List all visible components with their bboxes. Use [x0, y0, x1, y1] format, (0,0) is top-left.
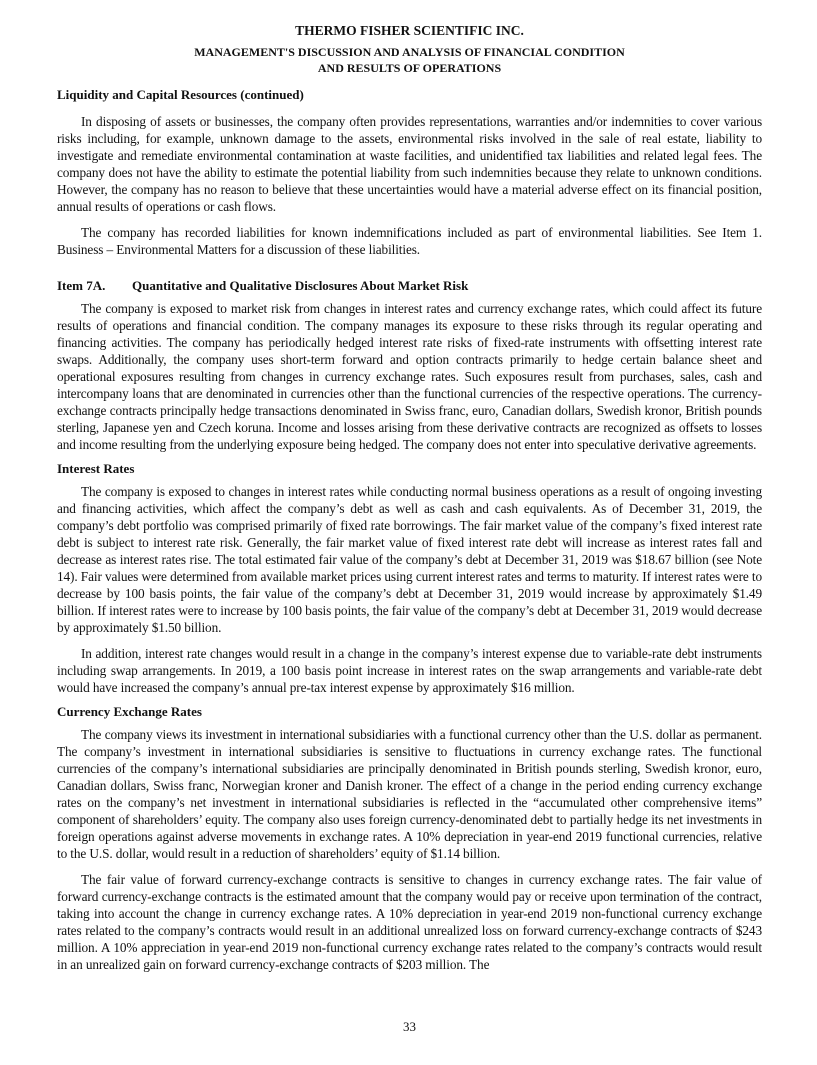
report-subtitle — [57, 44, 762, 76]
market-risk-paragraph: The company is exposed to market risk from changes in interest rates and currency exchange rates, which could affect its future results of operations and financial condition. The company manages its exposure to these risks through its regular operating and financing activities. The company has periodically hedged interest rate risks of fixed-rate instruments with offsetting interest rate swaps. Additionally, the company uses short-term forward and option contracts primarily to hedge certain balance sheet and operational exposures resulting from changes in currency exchange rates. Such exposures result from purchases, sales, cash and intercompany loans that are denominated in currencies other than the functional currencies of the respective operations. The currency-exchange contracts principally hedge transactions denominated in Swiss franc, euro, Canadian dollars, Swedish kronor, British pounds sterling, Japanese yen and Czech koruna. Income and losses arising from these derivative contracts are recognized as offsets to losses and income resulting from the underlying exposure being hedged. The company does not enter into speculative derivative agreements. — [57, 301, 762, 452]
currency-heading: Currency Exchange Rates — [57, 704, 202, 719]
currency-paragraph-1: The company views its investment in international subsidiaries with a functional currency other than the U.S. dollar as permanent. The company’s investment in international subsidiaries is sensitive to fluctuations in currency exchange rates. The functional currencies of the company’s international subsidiaries are principally denominated in British pounds sterling, Swedish kronor, euro, Canadian dollars, Swiss franc, Norwegian kroner and Danish kroner. The effect of a change in the period ending currency exchange rates on the company’s net investment in international subsidiaries is reflected in the “accumulated other comprehensive items” component of shareholders’ equity. The company also uses foreign currency-denominated debt to partially hedge its net investments in foreign operations against adverse movements in exchange rates. A 10% depreciation in year-end 2019 functional currencies, relative to the U.S. dollar, would result in a reduction of shareholders’ equity of $1.14 billion. — [57, 727, 762, 861]
currency-paragraph-2: The fair value of forward currency-exchange contracts is sensitive to changes in currency exchange rates. The fair value of forward currency-exchange contracts is the estimated amount that the company would pay or receive upon termination of the contract, taking into account the change in currency exchange rates. A 10% depreciation in year-end 2019 non-functional currency exchange rates related to the company’s contracts would result in an additional unrealized loss on forward currency-exchange contracts of $243 million. A 10% appreciation in year-end 2019 non-functional currency exchange rates related to the company’s contracts would result in an unrealized gain on forward currency-exchange contracts of $203 million. The — [57, 872, 762, 972]
item-7a-heading — [57, 277, 762, 294]
company-name: THERMO FISHER SCIENTIFIC INC. — [295, 23, 524, 38]
interest-rates-heading: Interest Rates — [57, 461, 135, 476]
liquidity-paragraph-1: In disposing of assets or businesses, the company often provides representations, warranties and/or indemnities to cover various risks including, for example, unknown damage to the assets, environmental risks involved in the sale of real estate, liability to investigate and remediate environmental contamination at waste facilities, and unidentified tax liabilities and related legal fees. The company does not have the ability to estimate the potential liability from such indemnities because they relate to unknown conditions. However, the company has no reason to believe that these uncertainties would have a material adverse effect on its financial position, annual results of operations or cash flows. — [57, 114, 762, 214]
liquidity-heading: Liquidity and Capital Resources (continued) — [57, 87, 304, 102]
page-number: 33 — [403, 1019, 416, 1034]
item-7a-title: Quantitative and Qualitative Disclosures About Market Risk — [132, 278, 469, 293]
interest-rates-paragraph-2: In addition, interest rate changes would result in a change in the company’s interest expense due to variable-rate debt instruments including swap arrangements. In 2019, a 100 basis point increase in interest rates on the swap arrangements and variable-rate debt would have increased the company’s annual pre-tax interest expense by approximately $16 million. — [57, 646, 762, 695]
report-subtitle-line-1: MANAGEMENT'S DISCUSSION AND ANALYSIS OF FINANCIAL CONDITION — [194, 45, 625, 59]
report-subtitle-line-2: AND RESULTS OF OPERATIONS — [317, 61, 502, 75]
liquidity-paragraph-2: The company has recorded liabilities for known indemnifications included as part of environmental liabilities. See Item 1. Business – Environmental Matters for a discussion of these liabilities. — [57, 225, 762, 257]
interest-rates-paragraph-1: The company is exposed to changes in interest rates while conducting normal business operations as a result of ongoing investing and financing activities, which affect the company’s debt as well as cash and cash equivalents. As of December 31, 2019, the company’s debt portfolio was comprised primarily of fixed rate borrowings. The fair market value of the company’s fixed interest rate debt is subject to interest rate risk. Generally, the fair market value of fixed interest rate debt will increase as interest rates fall and decrease as interest rates rise. The total estimated fair value of the company’s debt at December 31, 2019 was $18.67 billion (see Note 14). Fair values were determined from available market prices using current interest rates and terms to maturity. If interest rates were to decrease by 100 basis points, the fair value of the company’s debt at December 31, 2019 would increase by approximately $1.49 billion. If interest rates were to increase by 100 basis points, the fair value of the company’s debt at December 31, 2019 would decrease by approximately $1.50 billion. — [57, 484, 762, 635]
item-7a-number: Item 7A. — [57, 278, 106, 293]
document-body — [57, 86, 762, 973]
